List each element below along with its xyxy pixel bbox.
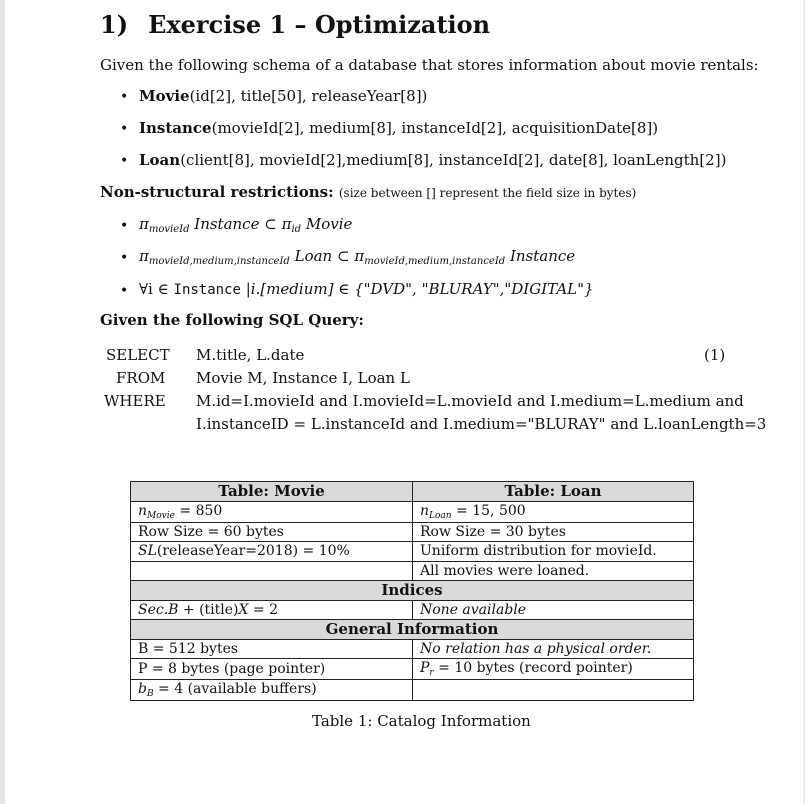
page-pointer-cell: P = 8 bytes (page pointer)	[131, 659, 413, 680]
restriction-2: $\pi_{movieId,medium,instanceId}$ Loan ⊂ $\pi_{movieId,medium,instanceId}$ Instance	[139, 247, 576, 267]
left-margin-rule	[0, 0, 5, 804]
loan-index-cell: None available	[413, 600, 694, 620]
indices-header: Indices	[131, 581, 694, 601]
movie-table-header: Table: Movie	[131, 482, 413, 502]
sql-where-keyword: WHERE	[104, 392, 166, 410]
loan-all-loaned-cell: All movies were loaned.	[413, 561, 694, 581]
n-movie-cell: $n_{Movie} = 850$	[131, 501, 413, 522]
restriction-3: ∀i ∈ Instance |i.[medium] ∈ {"DVD", "BLURAY","DIGITAL"}	[139, 280, 594, 298]
sql-from-keyword: FROM	[116, 369, 166, 387]
sql-where-clause-2: I.instanceID = L.instanceId and I.medium="BLURAY" and L.loanLength=3	[196, 415, 767, 433]
bullet-icon: •	[120, 121, 129, 137]
schema-instance: Instance(movieId[2], medium[8], instanceId[2], acquisitionDate[8])	[139, 119, 659, 137]
empty-cell	[131, 561, 413, 581]
restriction-1: $\pi_{movieId}$ Instance ⊂ $\pi_{id}$ Movie	[139, 215, 353, 235]
loan-row-size-cell: Row Size = 30 bytes	[413, 522, 694, 542]
block-size-cell: B = 512 bytes	[131, 639, 413, 659]
bullet-icon: •	[120, 283, 129, 299]
movie-index-cell: Sec.B + (title)X = 2	[131, 600, 413, 620]
table-caption: Table 1: Catalog Information	[312, 712, 531, 730]
n-loan-cell: $n_{Loan} = 15$, 500	[413, 501, 694, 522]
bullet-icon: •	[120, 218, 129, 234]
movie-row-size-cell: Row Size = 60 bytes	[131, 522, 413, 542]
selectivity-cell: SL(releaseYear=2018) = 10%	[131, 542, 413, 562]
bullet-icon: •	[120, 89, 129, 105]
sql-where-clause-1: M.id=I.movieId and I.movieId=L.movieId and I.medium=L.medium and	[196, 392, 744, 410]
empty-cell	[413, 680, 694, 701]
restrictions-title: Non-structural restrictions: (size between [] represent the field size in bytes)	[100, 183, 637, 201]
buffers-cell: $b_B = 4$ (available buffers)	[131, 680, 413, 701]
sql-select-keyword: SELECT	[106, 346, 170, 364]
loan-distribution-cell: Uniform distribution for movieId.	[413, 542, 694, 562]
exercise-heading	[100, 10, 490, 39]
record-pointer-cell: $P_r = 10$ bytes (record pointer)	[413, 659, 694, 680]
bullet-icon: •	[120, 153, 129, 169]
sql-select-clause: M.title, L.date	[196, 346, 305, 364]
schema-movie: Movie(id[2], title[50], releaseYear[8])	[139, 87, 428, 105]
general-info-header: General Information	[131, 620, 694, 640]
equation-number: (1)	[704, 346, 726, 364]
intro-text: Given the following schema of a database that stores information about movie rentals:	[100, 56, 759, 74]
heading-title: Exercise 1 – Optimization	[148, 10, 491, 39]
loan-table-header: Table: Loan	[413, 482, 694, 502]
physical-order-cell: No relation has a physical order.	[413, 639, 694, 659]
heading-number: 1)	[100, 10, 129, 39]
restrictions-note: (size between [] represent the field size in bytes)	[338, 186, 637, 200]
query-title: Given the following SQL Query:	[100, 311, 364, 329]
sql-from-clause: Movie M, Instance I, Loan L	[196, 369, 410, 387]
catalog-table	[130, 481, 694, 701]
schema-loan: Loan(client[8], movieId[2],medium[8], instanceId[2], date[8], loanLength[2])	[139, 151, 727, 169]
bullet-icon: •	[120, 250, 129, 266]
